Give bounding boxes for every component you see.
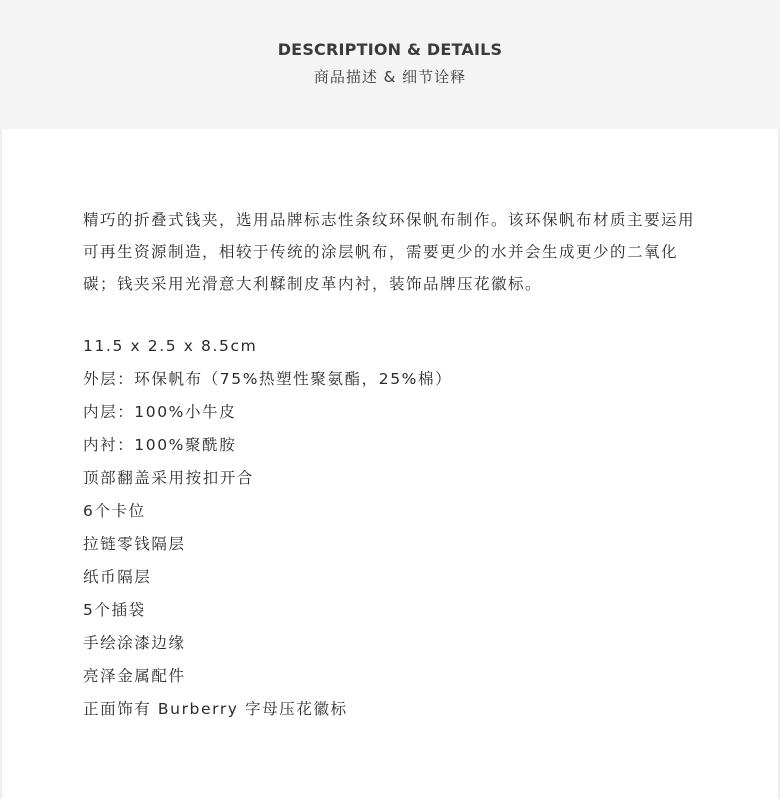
detail-dimensions: 11.5 x 2.5 x 8.5cm xyxy=(83,337,258,355)
left-border xyxy=(0,129,2,799)
detail-lining: 内衬：100%聚酰胺 xyxy=(83,436,237,454)
detail-card-slots: 6个卡位 xyxy=(83,502,146,520)
detail-inner-material: 内层：100%小牛皮 xyxy=(83,403,237,421)
detail-note-compartment: 纸币隔层 xyxy=(83,568,152,586)
detail-outer-material: 外层：环保帆布（75%热塑性聚氨酯，25%棉） xyxy=(83,370,453,388)
section-subtitle: 商品描述 & 细节诠释 xyxy=(313,68,467,86)
detail-hardware: 亮泽金属配件 xyxy=(83,667,186,685)
detail-logo: 正面饰有 Burberry 字母压花徽标 xyxy=(83,700,348,718)
section-title: DESCRIPTION & DETAILS xyxy=(277,40,503,59)
detail-closure: 顶部翻盖采用按扣开合 xyxy=(83,469,255,487)
content-panel xyxy=(0,129,780,799)
detail-coin-pocket: 拉链零钱隔层 xyxy=(83,535,186,553)
detail-pockets: 5个插袋 xyxy=(83,601,146,619)
product-description: 精巧的折叠式钱夹，选用品牌标志性条纹环保帆布制作。该环保帆布材质主要运用可再生资源制造，相较于传统的涂层帆布，需要更少的水并会生成更少的二氧化碳；钱夹采用光滑意大利鞣制皮革内衬，装饰品牌压花徽标。 xyxy=(83,211,696,293)
detail-edges: 手绘涂漆边缘 xyxy=(83,634,186,652)
header-band xyxy=(0,0,780,129)
product-details-list xyxy=(83,329,452,725)
